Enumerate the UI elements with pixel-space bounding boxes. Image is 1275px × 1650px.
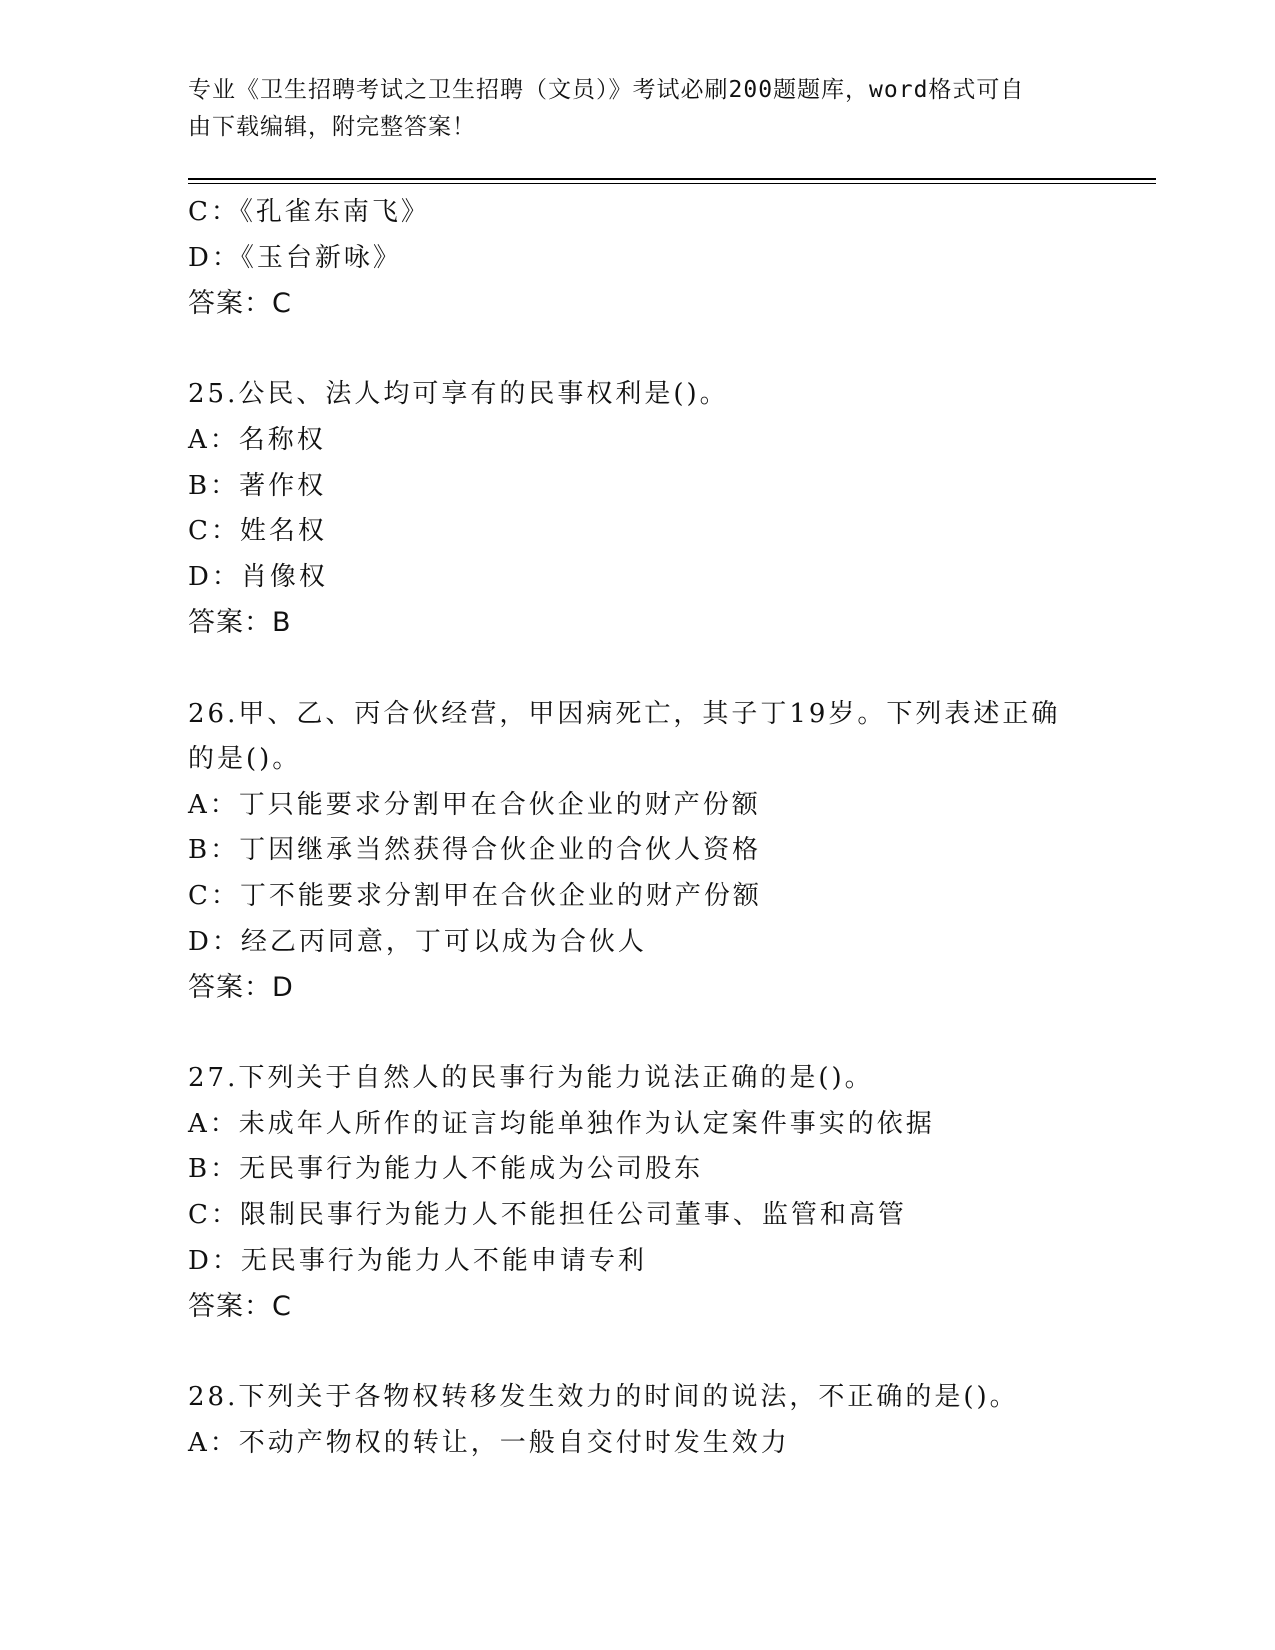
q27-option-d: D：无民事行为能力人不能申请专利 <box>188 1245 647 1276</box>
q24-option-c: C：《孔雀东南飞》 <box>188 197 430 227</box>
question-27-block <box>188 1056 1088 1330</box>
q27-option-a: A：未成年人所作的证言均能单独作为认定案件事实的依据 <box>188 1108 935 1139</box>
spacer <box>188 327 1088 373</box>
question-26-block <box>188 692 1088 1011</box>
question-28-block <box>188 1375 1088 1466</box>
document-header <box>188 72 1068 146</box>
q25-question: 25.公民、法人均可享有的民事权利是()。 <box>188 379 729 410</box>
q26-answer: 答案：D <box>188 972 294 1004</box>
header-divider-thick <box>188 178 1156 180</box>
header-title-line-2: 由下载编辑，附完整答案！ <box>188 114 476 140</box>
header-title-line-1: 专业《卫生招聘考试之卫生招聘（文员）》考试必刷200题题库，word格式可自 <box>188 77 1025 103</box>
q25-option-a: A：名称权 <box>188 424 326 455</box>
header-divider-thin <box>188 183 1156 184</box>
q27-option-b: B：无民事行为能力人不能成为公司股东 <box>188 1154 704 1185</box>
q26-option-c: C：丁不能要求分割甲在合伙企业的财产份额 <box>188 880 762 911</box>
q25-option-c: C：姓名权 <box>188 516 327 547</box>
question-24-block <box>188 190 1088 327</box>
q25-answer: 答案：B <box>188 607 292 639</box>
spacer <box>188 646 1088 692</box>
q27-question: 27.下列关于自然人的民事行为能力说法正确的是()。 <box>188 1063 874 1094</box>
q26-question-line-1: 26.甲、乙、丙合伙经营，甲因病死亡，其子丁19岁。下列表述正确 <box>188 698 1061 729</box>
q27-answer: 答案：C <box>188 1291 292 1323</box>
spacer <box>188 1330 1088 1376</box>
question-list <box>188 190 1088 1467</box>
question-25-block <box>188 372 1088 646</box>
q26-option-b: B：丁因继承当然获得合伙企业的合伙人资格 <box>188 835 762 866</box>
q26-option-a: A：丁只能要求分割甲在合伙企业的财产份额 <box>188 789 761 820</box>
q28-question: 28.下列关于各物权转移发生效力的时间的说法，不正确的是()。 <box>188 1382 1019 1413</box>
q26-option-d: D：经乙丙同意，丁可以成为合伙人 <box>188 926 647 957</box>
q25-option-b: B：著作权 <box>188 470 327 501</box>
q25-option-d: D：肖像权 <box>188 561 328 592</box>
spacer <box>188 1011 1088 1057</box>
q24-option-d: D：《玉台新咏》 <box>188 242 402 273</box>
q26-question-line-2: 的是()。 <box>188 744 302 775</box>
q24-answer: 答案：C <box>188 288 292 320</box>
q27-option-c: C：限制民事行为能力人不能担任公司董事、监管和高管 <box>188 1200 907 1231</box>
q28-option-a: A：不动产物权的转让，一般自交付时发生效力 <box>188 1428 790 1459</box>
